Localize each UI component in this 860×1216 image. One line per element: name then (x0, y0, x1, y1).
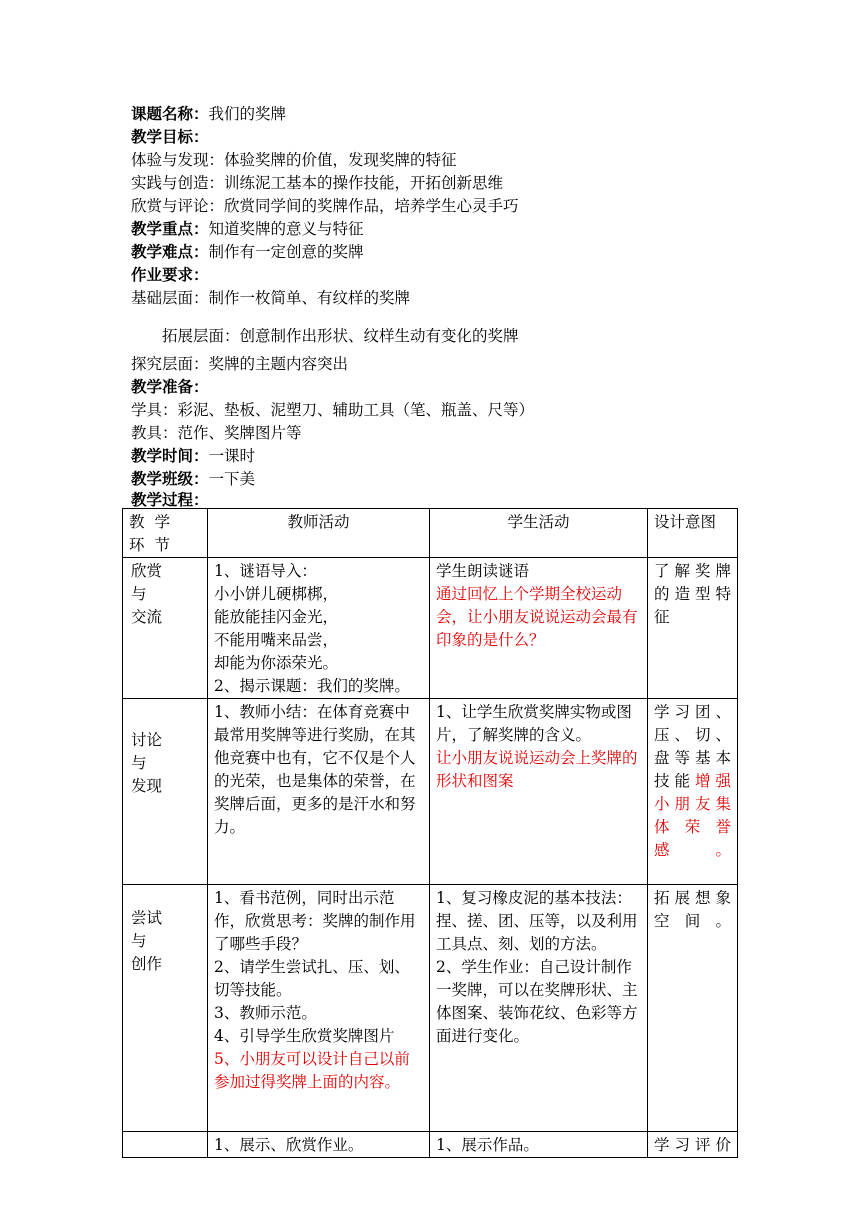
teacher-text-emphasis: 5、小朋友可以设计自己以前参加过得奖牌上面的内容。 (214, 1050, 410, 1091)
homework-extend: 拓展层面：创意制作出形状、纹样生动有变化的奖牌 (162, 327, 519, 345)
stage-cell (123, 885, 208, 1132)
goals-label: 教学目标： (131, 127, 209, 146)
student-text: 1、让学生欣赏奖牌实物或图片，了解奖牌的含义。 (436, 703, 632, 744)
intent-cell: 学习评价 (648, 1132, 738, 1158)
intent-cell: 拓展想象空间。 (648, 885, 738, 1132)
teacher-text: 1、谜语导入： (214, 562, 317, 580)
student-text-emphasis: 通过回忆上个学期全校运动会，让小朋友说说运动会最有印象的是什么？ (436, 585, 638, 649)
stage-text: 欣赏 (131, 562, 163, 580)
teacher-text: 1、看书范例，同时出示范作，欣赏思考：奖牌的制作用了哪些手段？ (214, 889, 416, 953)
key-point-line (131, 218, 364, 240)
time-value: 一课时 (208, 447, 256, 465)
header-stage: 教学环节 (123, 509, 208, 558)
header-student: 学生活动 (430, 509, 648, 558)
intent-text: 学习团、压、切、盘等基本技能 (654, 703, 731, 790)
teacher-text: 4、引导学生欣赏奖牌图片 (214, 1027, 395, 1045)
table-row (123, 699, 738, 885)
homework-explore: 探究层面：奖牌的主题内容突出 (131, 355, 349, 373)
teacher-cell: 1、教师小结：在体育竞赛中最常用奖牌等进行奖励，在其他竞赛中也有，它不仅是个人的光荣，也是集体的荣誉，在奖牌后面，更多的是汗水和努力。 (208, 699, 430, 885)
stage-text: 创作 (131, 955, 163, 973)
lesson-title-value: 我们的奖牌 (208, 105, 287, 123)
lesson-process-table (122, 508, 738, 1158)
student-text: 2、学生作业：自己设计制作一奖牌，可以在奖牌形状、主体图案、装饰花纹、色彩等方面进行变化。 (436, 958, 638, 1045)
intent-cell: 了解奖牌的造型特征 (648, 558, 738, 699)
student-tools: 学具：彩泥、垫板、泥塑刀、辅助工具（笔、瓶盖、尺等） (131, 401, 535, 419)
table-row (123, 558, 738, 699)
prep-heading (131, 376, 209, 398)
stage-text: 与 (131, 585, 147, 603)
table-row (123, 885, 738, 1132)
difficulty-label: 教学难点： (131, 242, 209, 261)
teacher-text: 小小饼儿硬梆梆， (214, 585, 339, 603)
stage-text: 讨论 (131, 731, 163, 749)
student-cell: 1、展示作品。 (430, 1132, 648, 1158)
time-label: 教学时间： (131, 446, 209, 465)
homework-heading (131, 264, 209, 286)
student-text: 1、复习橡皮泥的基本技法：捏、搓、团、压等，以及利用工具点、刻、划的方法。 (436, 889, 638, 953)
header-intent: 设计意图 (648, 509, 738, 558)
homework-basic: 基础层面：制作一枚简单、有纹样的奖牌 (131, 289, 411, 307)
teacher-text: 2、请学生尝试扎、压、划、切等技能。 (214, 958, 410, 999)
process-label: 教学过程： (131, 490, 209, 509)
class-label: 教学班级： (131, 469, 209, 488)
key-point-label: 教学重点： (131, 219, 209, 238)
teacher-text: 2、揭示课题：我们的奖牌。 (214, 677, 410, 695)
teacher-text: 却能为你添荣光。 (214, 654, 339, 672)
intent-cell (648, 699, 738, 885)
student-cell (430, 885, 648, 1132)
stage-text: 交流 (131, 608, 163, 626)
teacher-cell: 1、展示、欣赏作业。 (208, 1132, 430, 1158)
stage-text: 发现 (131, 777, 163, 795)
lesson-title-label: 课题名称： (131, 104, 209, 123)
class-value: 一下美 (208, 470, 256, 488)
intent-text-emphasis: 增强小朋友集体荣誉感。 (654, 772, 731, 859)
table-header-row (123, 509, 738, 558)
goals-heading (131, 126, 209, 148)
teacher-text: 不能用嘴来品尝， (214, 631, 339, 649)
stage-cell (123, 558, 208, 699)
stage-text: 尝试 (131, 909, 163, 927)
stage-cell (123, 1132, 208, 1158)
student-cell (430, 558, 648, 699)
teacher-text: 能放能挂闪金光， (214, 608, 339, 626)
student-cell (430, 699, 648, 885)
stage-cell (123, 699, 208, 885)
header-teacher: 教师活动 (208, 509, 430, 558)
teacher-text: 3、教师示范。 (214, 1004, 317, 1022)
prep-label: 教学准备： (131, 377, 209, 396)
teacher-cell (208, 885, 430, 1132)
table-row (123, 1132, 738, 1158)
stage-text: 与 (131, 932, 147, 950)
homework-label: 作业要求： (131, 265, 209, 284)
difficulty-line (131, 241, 364, 263)
student-text-emphasis: 让小朋友说说运动会上奖牌的形状和图案 (436, 749, 638, 790)
goal-line: 实践与创造：训练泥工基本的操作技能，开拓创新思维 (131, 174, 504, 192)
class-line (131, 468, 255, 490)
goal-line: 欣赏与评论：欣赏同学间的奖牌作品，培养学生心灵手巧 (131, 197, 519, 215)
difficulty-value: 制作有一定创意的奖牌 (208, 243, 364, 261)
stage-text: 与 (131, 754, 147, 772)
teacher-cell (208, 558, 430, 699)
time-line (131, 445, 255, 467)
key-point-value: 知道奖牌的意义与特征 (208, 220, 364, 238)
teacher-tools: 教具：范作、奖牌图片等 (131, 424, 302, 442)
student-text: 学生朗读谜语 (436, 562, 530, 580)
goal-line: 体验与发现：体验奖牌的价值，发现奖牌的特征 (131, 151, 457, 169)
lesson-title-line (131, 103, 286, 125)
